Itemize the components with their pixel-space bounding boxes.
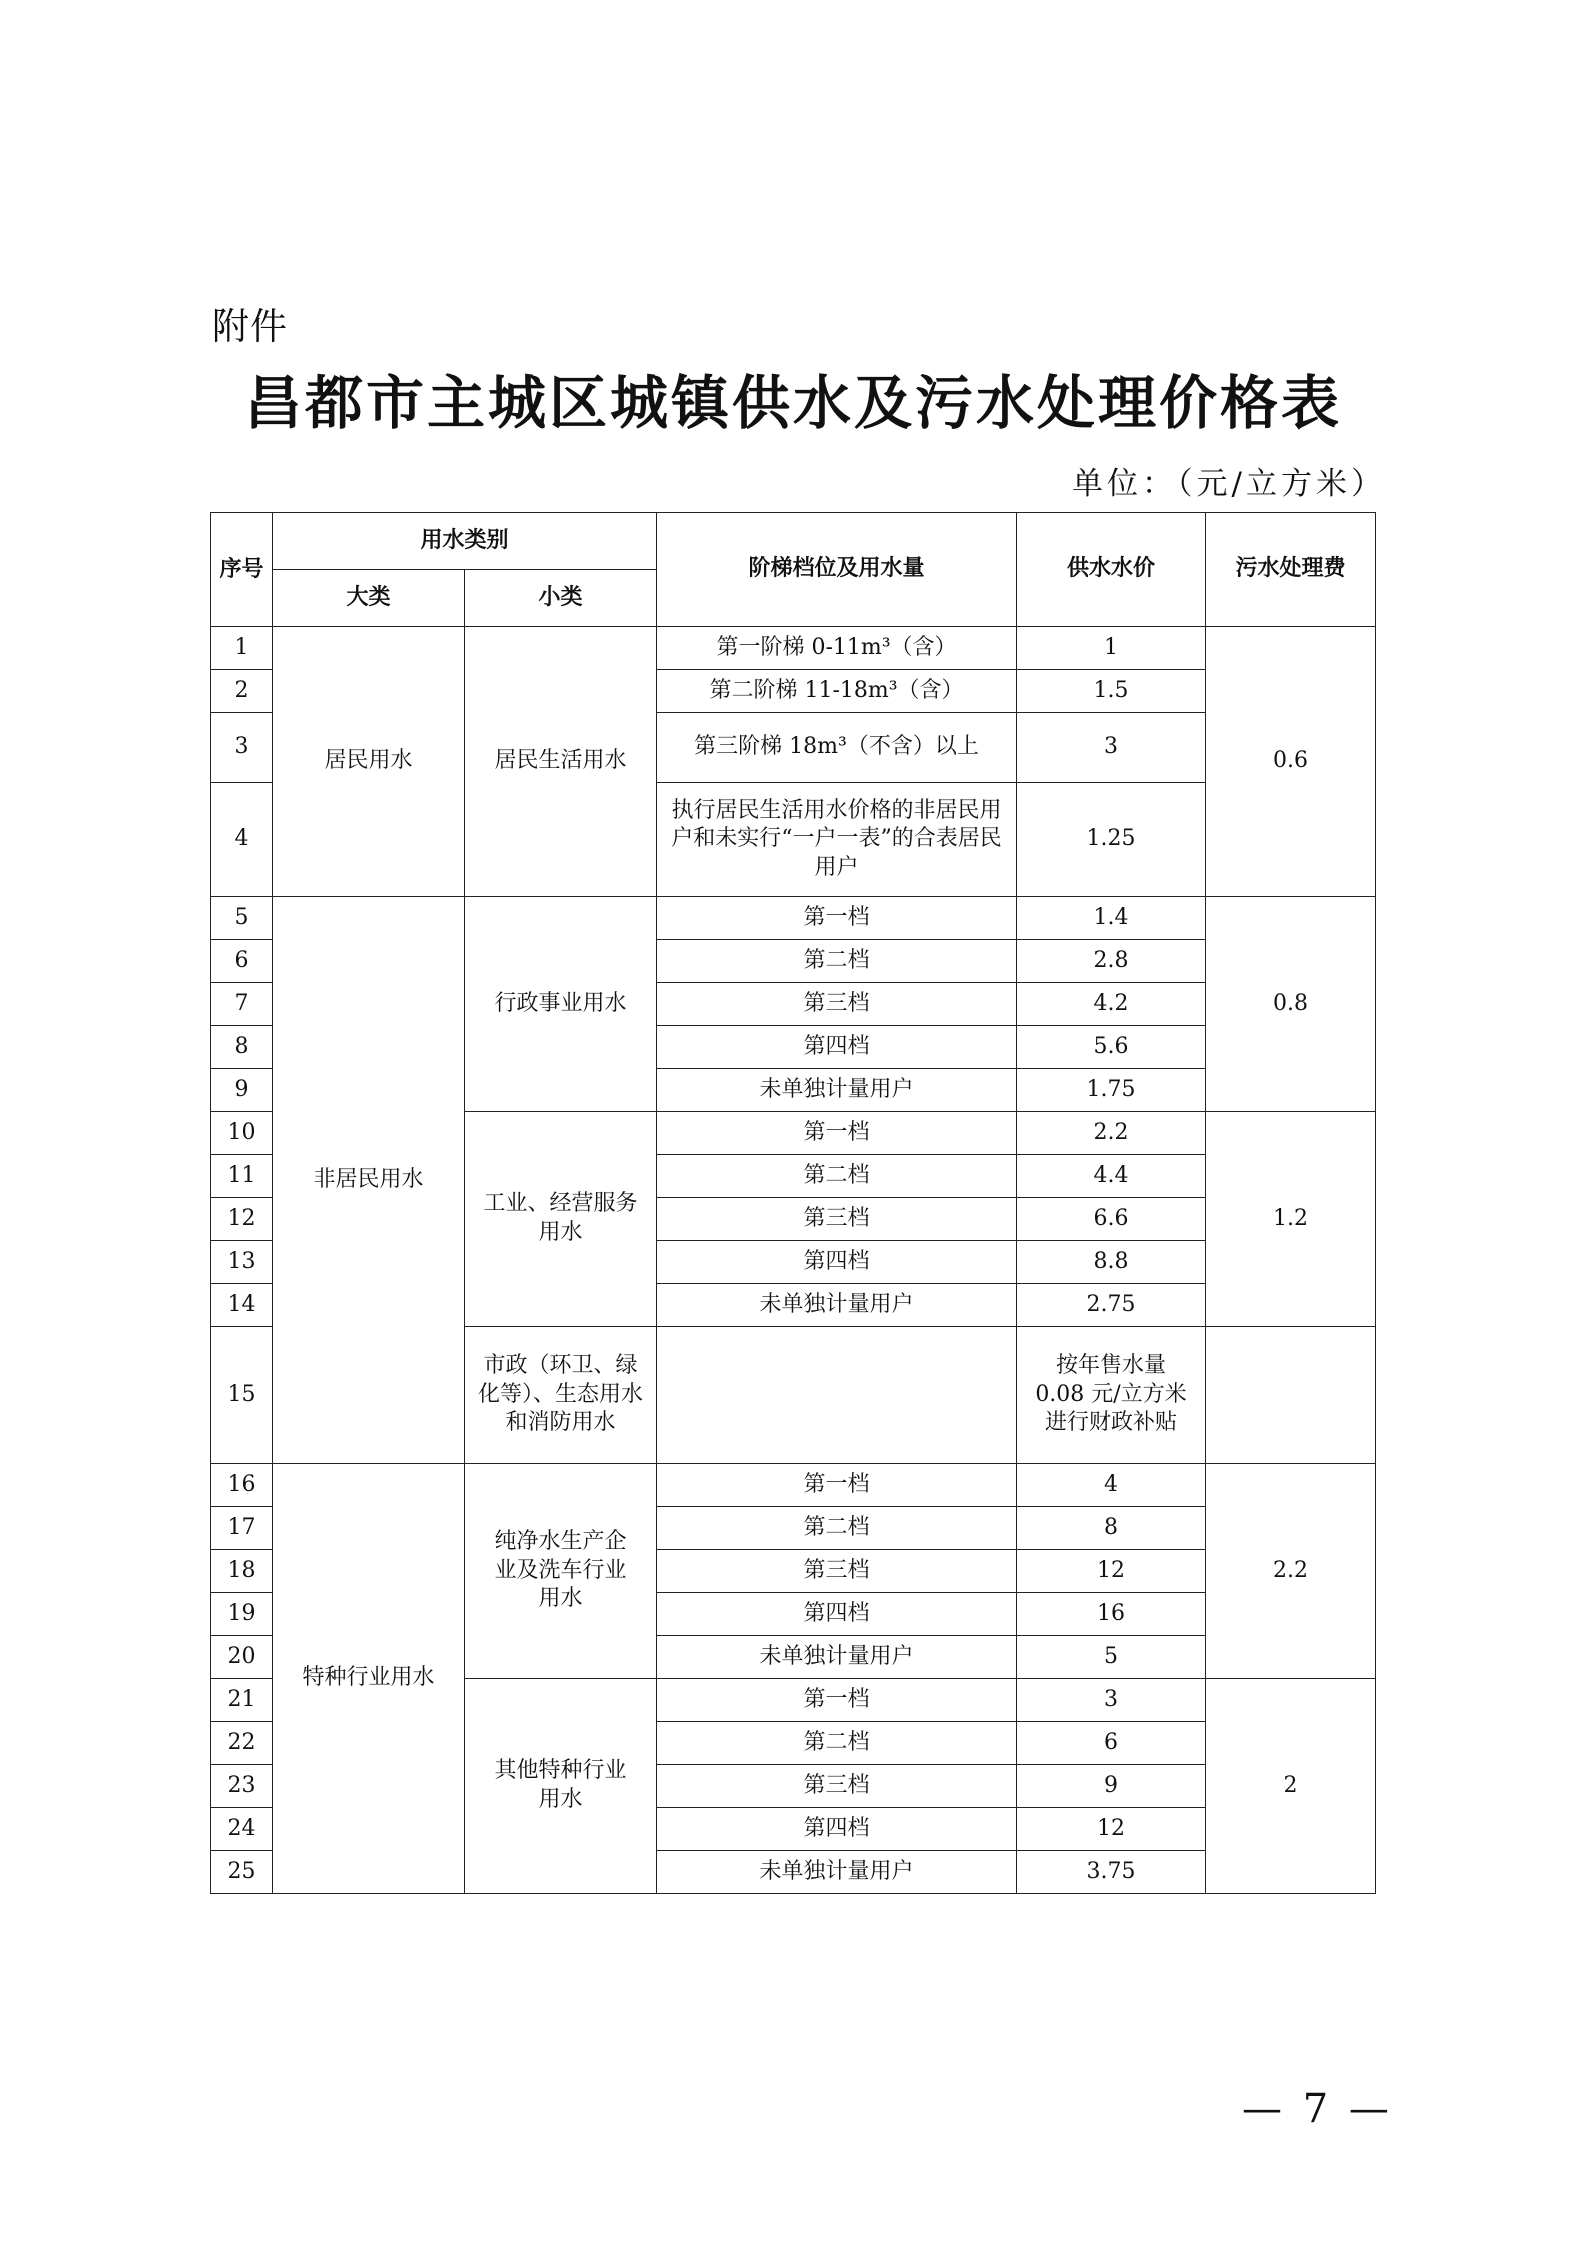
header-tier: 阶梯档位及用水量 [657, 513, 1017, 627]
sewage-residential: 0.6 [1206, 627, 1376, 897]
minor-admin: 行政事业用水 [465, 897, 657, 1112]
row-seq: 22 [211, 1722, 273, 1765]
row-tier: 第一档 [657, 1679, 1017, 1722]
row-tier [657, 1327, 1017, 1464]
row-tier: 未单独计量用户 [657, 1069, 1017, 1112]
row-seq: 16 [211, 1464, 273, 1507]
row-seq: 23 [211, 1765, 273, 1808]
row-price: 1.75 [1017, 1069, 1206, 1112]
header-category: 用水类别 [273, 513, 657, 570]
row-seq: 2 [211, 670, 273, 713]
row-seq: 19 [211, 1593, 273, 1636]
sewage-industry: 1.2 [1206, 1112, 1376, 1327]
row-price: 2.2 [1017, 1112, 1206, 1155]
row-tier: 第四档 [657, 1241, 1017, 1284]
row-seq: 20 [211, 1636, 273, 1679]
price-table [210, 512, 1376, 1894]
row-price: 4.2 [1017, 983, 1206, 1026]
row-tier: 第一阶梯 0-11m³（含） [657, 627, 1017, 670]
row-price: 3 [1017, 1679, 1206, 1722]
row-price: 8 [1017, 1507, 1206, 1550]
row-seq: 3 [211, 713, 273, 783]
header-price: 供水水价 [1017, 513, 1206, 627]
row-price: 1.4 [1017, 897, 1206, 940]
row-tier: 第二档 [657, 1722, 1017, 1765]
row-seq: 4 [211, 783, 273, 897]
row-seq: 17 [211, 1507, 273, 1550]
row-tier: 第四档 [657, 1808, 1017, 1851]
row-tier: 未单独计量用户 [657, 1636, 1017, 1679]
row-price: 6 [1017, 1722, 1206, 1765]
row-tier: 第二阶梯 11-18m³（含） [657, 670, 1017, 713]
sewage-other-special: 2 [1206, 1679, 1376, 1894]
row-price: 4.4 [1017, 1155, 1206, 1198]
row-price: 3 [1017, 713, 1206, 783]
row-tier: 第三档 [657, 1765, 1017, 1808]
row-tier: 第三档 [657, 1198, 1017, 1241]
header-major: 大类 [273, 570, 465, 627]
row-tier: 第一档 [657, 1464, 1017, 1507]
major-residential: 居民用水 [273, 627, 465, 897]
row-price: 12 [1017, 1808, 1206, 1851]
sewage-purified: 2.2 [1206, 1464, 1376, 1679]
header-minor: 小类 [465, 570, 657, 627]
row-seq: 10 [211, 1112, 273, 1155]
row-tier: 执行居民生活用水价格的非居民用户和未实行“一户一表”的合表居民用户 [657, 783, 1017, 897]
sewage-municipal [1206, 1327, 1376, 1464]
row-seq: 18 [211, 1550, 273, 1593]
row-tier: 未单独计量用户 [657, 1851, 1017, 1894]
row-price: 8.8 [1017, 1241, 1206, 1284]
row-tier: 第二档 [657, 1507, 1017, 1550]
header-seq: 序号 [211, 513, 273, 627]
row-tier: 第一档 [657, 897, 1017, 940]
row-price: 12 [1017, 1550, 1206, 1593]
price-municipal: 按年售水量 0.08 元/立方米进行财政补贴 [1017, 1327, 1206, 1464]
row-tier: 第四档 [657, 1026, 1017, 1069]
unit-note: 单位：（元/立方米） [1072, 466, 1386, 502]
row-price: 4 [1017, 1464, 1206, 1507]
row-seq: 7 [211, 983, 273, 1026]
row-seq: 24 [211, 1808, 273, 1851]
minor-other-special: 其他特种行业用水 [465, 1679, 657, 1894]
document-title: 昌都市主城区城镇供水及污水处理价格表 [243, 369, 1342, 437]
row-seq: 13 [211, 1241, 273, 1284]
row-tier: 未单独计量用户 [657, 1284, 1017, 1327]
row-price: 5.6 [1017, 1026, 1206, 1069]
row-price: 6.6 [1017, 1198, 1206, 1241]
row-tier: 第三阶梯 18m³（不含）以上 [657, 713, 1017, 783]
row-price: 2.8 [1017, 940, 1206, 983]
minor-municipal: 市政（环卫、绿化等）、生态用水和消防用水 [465, 1327, 657, 1464]
row-tier: 第二档 [657, 1155, 1017, 1198]
row-seq: 8 [211, 1026, 273, 1069]
row-price: 2.75 [1017, 1284, 1206, 1327]
row-price: 9 [1017, 1765, 1206, 1808]
row-tier: 第三档 [657, 1550, 1017, 1593]
minor-industry: 工业、经营服务用水 [465, 1112, 657, 1327]
major-special: 特种行业用水 [273, 1464, 465, 1894]
row-seq: 5 [211, 897, 273, 940]
row-seq: 12 [211, 1198, 273, 1241]
minor-purified: 纯净水生产企业及洗车行业用水 [465, 1464, 657, 1679]
row-price: 3.75 [1017, 1851, 1206, 1894]
row-seq: 6 [211, 940, 273, 983]
header-sewage: 污水处理费 [1206, 513, 1376, 627]
row-seq: 15 [211, 1327, 273, 1464]
row-tier: 第二档 [657, 940, 1017, 983]
annex-label: 附件 [212, 305, 288, 348]
row-seq: 25 [211, 1851, 273, 1894]
row-price: 1.25 [1017, 783, 1206, 897]
row-price: 1 [1017, 627, 1206, 670]
major-non-residential: 非居民用水 [273, 897, 465, 1464]
minor-residential: 居民生活用水 [465, 627, 657, 897]
row-tier: 第三档 [657, 983, 1017, 1026]
row-seq: 1 [211, 627, 273, 670]
row-seq: 9 [211, 1069, 273, 1112]
sewage-admin: 0.8 [1206, 897, 1376, 1112]
row-seq: 11 [211, 1155, 273, 1198]
row-price: 16 [1017, 1593, 1206, 1636]
row-seq: 21 [211, 1679, 273, 1722]
page-number: — 7 — [1242, 2086, 1393, 2132]
row-price: 1.5 [1017, 670, 1206, 713]
row-tier: 第一档 [657, 1112, 1017, 1155]
row-tier: 第四档 [657, 1593, 1017, 1636]
row-price: 5 [1017, 1636, 1206, 1679]
row-seq: 14 [211, 1284, 273, 1327]
